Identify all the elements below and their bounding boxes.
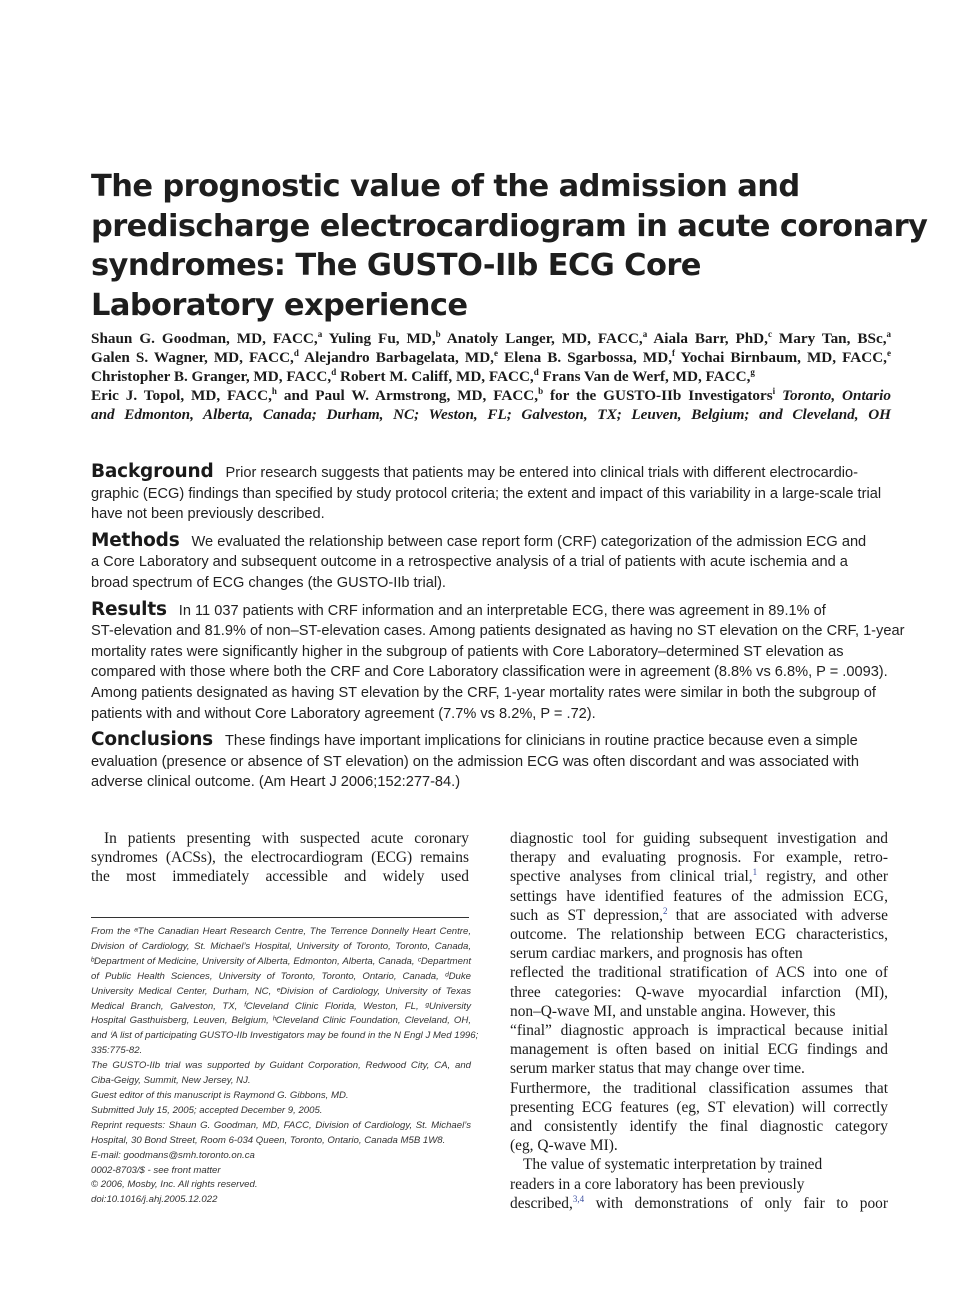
body-line: and consistently identify the final diagnostic category [510, 1118, 888, 1136]
body-line: therapy and evaluating prognosis. For example, retro- [510, 849, 888, 867]
footnote-line: Hospital, 30 Bond Street, Room 6-034 Queen, Toronto, Ontario, Canada M5B 1W8. [91, 1134, 446, 1146]
author-location: Toronto, Ontario [775, 386, 891, 404]
author-line: Shaun G. Goodman, MD, FACC,$^a$ Yuling Fu, MD,$^b$ Anatoly Langer, MD, FACC,$^a$ Aiala Barr, PhD,$^c$ Mary Tan, BSc,$^a$ [91, 328, 891, 347]
abstract [91, 461, 905, 799]
footnote-line: 335:775-82. [91, 1045, 143, 1057]
section-heading: Conclusions [91, 729, 213, 751]
title-line: predischarge electrocardiogram in acute coronary [91, 208, 928, 244]
body-line: settings have identified features of the admission ECG, [510, 887, 888, 905]
footnote-line: Reprint requests: Shaun G. Goodman, MD, FACC, Division of Cardiology, St. Michael’s [91, 1119, 471, 1131]
title-line: The prognostic value of the admission and [91, 169, 800, 204]
body-line: outcome. The relationship between ECG characteristics, [510, 926, 888, 944]
body-line: described,$^{3,4}$ with demonstrations of only fair to poor [510, 1193, 888, 1212]
body-line: non–Q-wave MI, and unstable angina. However, this [510, 1002, 836, 1020]
body-right-column [510, 829, 888, 1213]
section-heading: Methods [91, 529, 180, 551]
body-line: serum cardiac markers, and prognosis has often [510, 945, 803, 963]
footnote-line: Hospital Gasthuisberg, Leuven, Belgium, ʰCleveland Clinic Foundation, Cleveland, OH, [91, 1015, 471, 1027]
title-line: Laboratory experience [91, 287, 468, 323]
footnote-email[interactable]: E-mail: goodmans@smh.toronto.on.ca [91, 1149, 255, 1161]
body-line: In patients presenting with suspected acute coronary [104, 830, 469, 847]
article-title [91, 167, 928, 325]
author-location: and Edmonton, Alberta, Canada; Durham, NC; Weston, FL; Galveston, TX; Leuven, Belgium; and Cleveland, OH [91, 405, 891, 423]
abstract-results: Results In 11 037 patients with CRF information and an interpretable ECG, there was agreement in 89.1% of ST-elevation and 81.9% of non–ST-elevation cases. Among patients designated as having no ST elevation on the CRF, 1-year mortality rates were significantly higher in the subgroup of patients with Core Laboratory–determined ST elevation as compared with those where both the CRF and Core Laboratory classification were in agreement (8.8% vs 6.8%, P = .0093). Among patients designated as having ST elevation by the CRF, 1-year mortality rates were similar in both the subgroup of patients with and without Core Laboratory agreement (7.7% vs 8.2%, P = .72). [91, 598, 905, 722]
citation-link[interactable]: 3,4 [572, 1193, 585, 1204]
footnote-line: Division of Cardiology, St. Michael’s Hospital, University of Toronto, Toronto, Canada, [91, 940, 471, 952]
citation-link[interactable]: 2 [663, 905, 668, 916]
footnote-line: ᵇDepartment of Medicine, University of Alberta, Edmonton, Alberta, Canada, ᶜDepartment [91, 955, 471, 967]
footnote-divider [91, 917, 469, 918]
author-line [91, 406, 891, 425]
author-line: Eric J. Topol, MD, FACC,$^h$ and Paul W. Armstrong, MD, FACC,$^b$ for the GUSTO-IIb Investigators$^i$ Toronto, Ontario [91, 385, 891, 404]
body-line: the most immediately accessible and widely used [91, 868, 469, 886]
body-line: (eg, Q-wave MI). [510, 1137, 618, 1155]
footnotes [91, 925, 479, 1208]
footnote-doi[interactable]: doi:10.1016/j.ahj.2005.12.022 [91, 1194, 218, 1206]
footnote-line: of Public Health Sciences, University of Toronto, Toronto, Ontario, Canada, ᵈDuke [91, 970, 471, 982]
citation-link[interactable]: 1 [752, 867, 758, 878]
footnote-line: Ciba-Geigy, Summit, New Jersey, NJ. [91, 1075, 251, 1087]
footnote-copyright: © 2006, Mosby, Inc. All rights reserved. [91, 1179, 258, 1191]
body-line: presenting ECG features (eg, ST elevation) will correctly [510, 1098, 888, 1116]
body-line: three categories: Q-wave myocardial infarction (MI), [510, 983, 888, 1001]
section-heading: Background [91, 461, 214, 482]
footnote-line: and ⁱA list of participating GUSTO-IIb Investigators may be found in the N Engl J Med 1996; [91, 1030, 479, 1042]
body-line: serum marker status that may change over time. [510, 1060, 805, 1078]
body-line: management is often based on initial ECG findings and [510, 1041, 888, 1059]
body-line: syndromes (ACSs), the electrocardiogram (ECG) remains [91, 849, 469, 867]
footnote-line: 0002-8703/$ - see front matter [91, 1164, 221, 1176]
section-heading: Results [91, 598, 167, 620]
footnote-line: The GUSTO-IIb trial was supported by Guidant Corporation, Redwood City, CA, and [91, 1060, 471, 1072]
body-line: spective analyses from clinical trial,$^1$ registry, and other [510, 867, 889, 886]
footnote-line: University Medical Center, Durham, NC, ᵉDivision of Cardiology, University of Texas [91, 985, 471, 997]
body-left-column [91, 829, 469, 887]
body-line: The value of systematic interpretation by trained [523, 1156, 823, 1174]
abstract-methods: Methods We evaluated the relationship between case report form (CRF) categorization of the admission ECG and a Core Laboratory and subsequent outcome in a retrospective analysis of a trial of patients with acute ischemia and a broad spectrum of ECG changes (the GUSTO-IIb trial). [91, 529, 867, 591]
footnote-line: Medical Branch, Galveston, TX, ᶠCleveland Clinic Florida, Weston, FL, ᵍUniversity [91, 1000, 471, 1012]
footnote-line: Submitted July 15, 2005; accepted December 9, 2005. [91, 1104, 323, 1116]
body-line: “final” diagnostic approach is impractical because initial [510, 1022, 888, 1040]
title-line: syndromes: The GUSTO-IIb ECG Core [91, 248, 701, 283]
body-line: such as ST depression,$^2$ that are associated with adverse [510, 905, 888, 924]
body-line: Furthermore, the traditional classification assumes that [510, 1079, 888, 1097]
body-line: readers in a core laboratory has been previously [510, 1175, 805, 1193]
body-line: diagnostic tool for guiding subsequent investigation and [510, 830, 888, 847]
author-line: Galen S. Wagner, MD, FACC,$^d$ Alejandro Barbagelata, MD,$^e$ Elena B. Sgarbossa, MD,$^f$ Yochai Birnbaum, MD, FACC,$^e$ [91, 347, 891, 366]
author-line: Christopher B. Granger, MD, FACC,$^d$ Robert M. Califf, MD, FACC,$^d$ Frans Van de Werf, MD, FACC,$^g$ [91, 366, 755, 385]
body-line: reflected the traditional stratification of ACS into one of [510, 964, 888, 982]
abstract-conclusions: Conclusions These findings have important implications for clinicians in routine practice because even a simple evaluation (presence or absence of ST elevation) on the admission ECG was often discordant and was associated with adverse clinical outcome. (Am Heart J 2006;152:277-84.) [91, 729, 859, 791]
abstract-background: Background Prior research suggests that patients may be entered into clinical trials with different electrocardio- graphic (ECG) findings than specified by study protocol criteria; the extent and impact of this variability in a large-scale trial have not been previously described. [91, 461, 882, 523]
footnote-line: Guest editor of this manuscript is Raymond G. Gibbons, MD. [91, 1089, 349, 1101]
footnote-line: From the ᵃThe Canadian Heart Research Centre, The Terrence Donnelly Heart Centre, [91, 926, 471, 937]
author-list [91, 330, 891, 425]
